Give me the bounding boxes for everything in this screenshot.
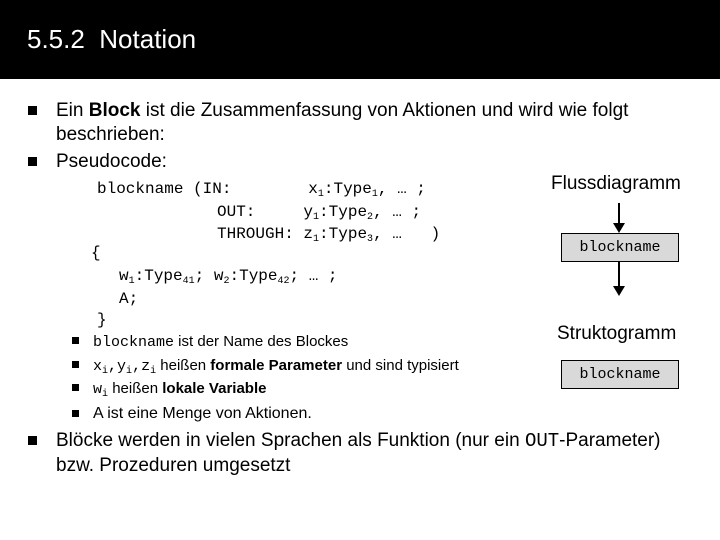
- bullet-implementation-cont: bzw. Prozeduren umgesetzt: [56, 455, 291, 476]
- bullet-marker: [28, 157, 37, 166]
- bullet-text: Ein: [56, 100, 89, 121]
- slide-title: 5.5.2 Notation: [27, 24, 197, 54]
- structogram-block-box: [561, 360, 679, 389]
- code-line-locals: $w_1:Type_{41}$; $w_2:Type_{42}$; … ;: [119, 267, 338, 287]
- flow-arrow-in-head: [613, 223, 625, 233]
- bullet-marker: [28, 436, 37, 445]
- sub-bullet-marker: [72, 410, 79, 417]
- flowchart-label: Flussdiagramm: [551, 173, 681, 194]
- bullet-pseudocode: Pseudocode:: [56, 151, 167, 172]
- bullet-marker: [28, 106, 37, 115]
- flowchart-block-label: blockname: [579, 239, 661, 256]
- code-line-through: THROUGH: $z_1:Type_3$, … ): [217, 225, 441, 245]
- header-bar: [0, 0, 720, 79]
- code-term: blockname: [93, 334, 175, 351]
- code-close-brace: }: [97, 311, 107, 329]
- code-line-in: blockname (IN: $x_1:Type_1$, … ;: [97, 180, 426, 200]
- bullet-text: ist die Zusammenfassung von Aktionen und wird wie folgt: [140, 100, 629, 121]
- flow-arrow-out-head: [613, 286, 625, 296]
- code-term: OUT: [524, 430, 560, 452]
- bullet-bold-term: Block: [88, 100, 141, 121]
- sub-bullet-marker: [72, 384, 79, 391]
- sub-bullet-parameters: $x_i,y_i,z_i$ heißen formale Parameter und sind typisiert: [93, 357, 459, 377]
- bullet-implementation: Blöcke werden in vielen Sprachen als Funktion (nur ein OUT-Parameter): [56, 430, 661, 452]
- code-line-out: OUT: $y_1:Type_2$, … ;: [217, 203, 422, 223]
- sub-bullet-marker: [72, 337, 79, 344]
- sub-bullet-marker: [72, 361, 79, 368]
- structogram-block-label: blockname: [579, 366, 661, 383]
- sub-bullet-local-vars: $w_i$ heißen lokale Variable: [93, 380, 267, 400]
- code-line-actions: A;: [119, 290, 139, 308]
- sub-bullet-blockname: blockname ist der Name des Blockes: [93, 333, 349, 351]
- flow-arrow-in-line: [618, 203, 620, 223]
- flow-arrow-out-line: [618, 262, 620, 286]
- bullet-block-definition: [56, 100, 628, 122]
- sub-bullet-actions: A ist eine Menge von Aktionen.: [93, 405, 312, 422]
- bullet-block-definition-cont: beschrieben:: [56, 124, 165, 145]
- structogram-label: Struktogramm: [557, 323, 677, 344]
- flowchart-block-box: [561, 233, 679, 262]
- code-open-brace: {: [91, 244, 101, 262]
